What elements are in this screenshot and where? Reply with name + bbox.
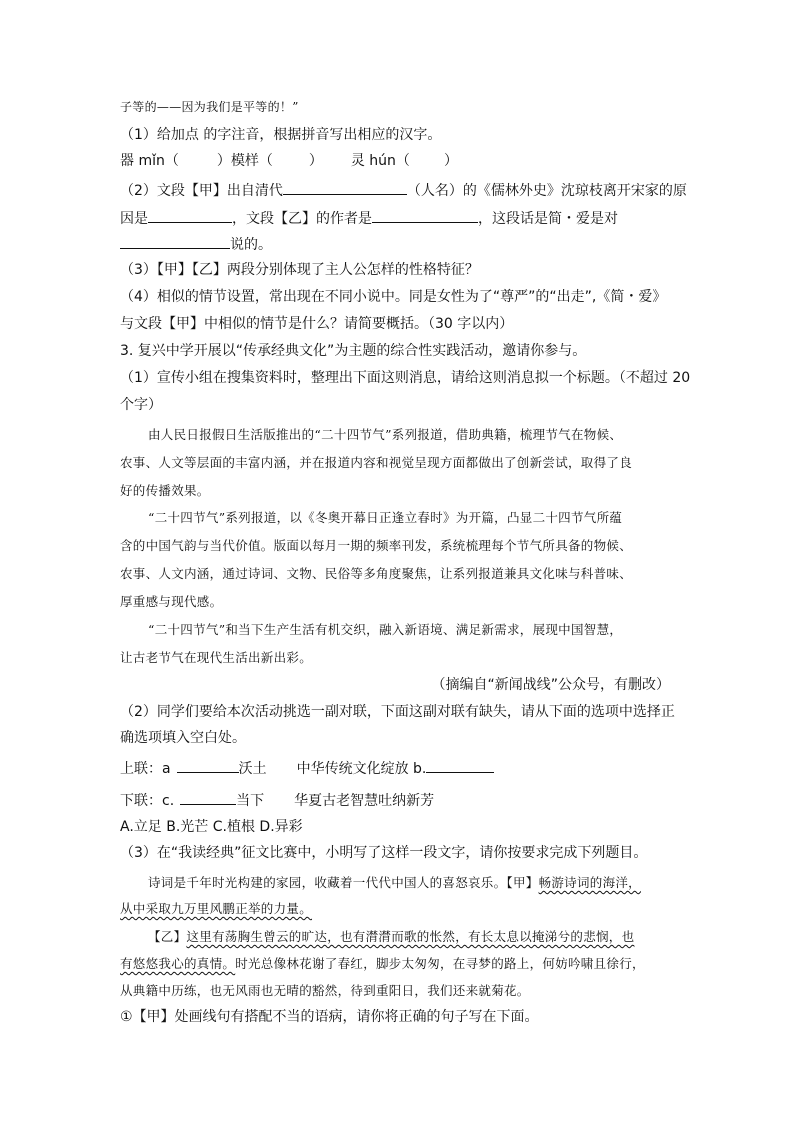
question-2-line1 bbox=[120, 180, 687, 200]
sub-question-1-line1: （1）宣传小组在搜集资料时，整理出下面这则消息，请给这则消息拟一个标题。（不超过 20 bbox=[120, 370, 691, 386]
essay-underlined-yi-2: 有悠悠我心的真情。 bbox=[120, 956, 236, 971]
question-2-text-c: 因是 bbox=[120, 211, 148, 227]
task-1: ①【甲】处画线句有搭配不当的语病，请你将正确的句子写在下面。 bbox=[120, 1009, 539, 1025]
essay-text-1: 诗词是千年时光构建的家园，收藏着一代代中国人的喜怒哀乐。【甲】 bbox=[148, 875, 539, 890]
pinyin-item-3-close: ） bbox=[443, 153, 458, 169]
sub-question-2-line2: 确选项填入空白处。 bbox=[120, 730, 246, 746]
couplet-lower-label: 下联：c. bbox=[120, 793, 175, 809]
question-2-text-f: 说的。 bbox=[230, 237, 272, 253]
couplet-options: A.立足 B.光芒 C.植根 D.异彩 bbox=[120, 819, 303, 835]
essay-line-4 bbox=[120, 955, 645, 973]
section-3-heading: 3. 复兴中学开展以“传承经典文化”为主题的综合性实践活动，邀请你参与。 bbox=[120, 343, 587, 359]
pinyin-item-2: ）模样（ bbox=[216, 153, 273, 169]
question-2-text-e: ，这段话是简・爱是对 bbox=[478, 211, 618, 227]
essay-text-2: 时光总像林花谢了春红，脚步太匆匆，在寻梦的路上，何妨吟啸且徐行， bbox=[235, 956, 645, 971]
news-paragraph-3-line1: “二十四节气”和当下生产生活有机交织，融入新语境、满足新需求，展现中国智慧， bbox=[148, 622, 623, 637]
news-paragraph-3-line2: 让古老节气在现代生活出新出彩。 bbox=[120, 650, 313, 665]
question-2-text-a: （2）文段【甲】出自清代 bbox=[120, 183, 283, 199]
news-paragraph-2-line3: 农事、人文内涵，通过诗词、文物、民俗等多角度聚焦，让系列报道兼具文化味与科普味、 bbox=[120, 566, 633, 581]
answer-blank-addressee[interactable] bbox=[120, 234, 230, 249]
couplet-upper-text-1: 沃土 bbox=[238, 761, 267, 777]
news-paragraph-2-line4: 厚重感与现代感。 bbox=[120, 594, 223, 609]
essay-yi-marker: 【乙】 bbox=[148, 929, 187, 944]
pinyin-line bbox=[120, 152, 458, 170]
couplet-lower-text-1: 当下 bbox=[236, 793, 265, 809]
couplet-lower-text-2: 华夏古老智慧吐纳新芳 bbox=[294, 793, 435, 809]
sub-question-1-line2: 个字） bbox=[120, 397, 162, 413]
essay-line-5: 从典籍中历练，也无风雨也无晴的豁然，待到重阳日，我们还来就菊花。 bbox=[120, 983, 530, 998]
essay-line-3 bbox=[148, 928, 634, 946]
question-2-text-b: （人名）的《儒林外史》沈琼枝离开宋家的原 bbox=[406, 183, 687, 199]
essay-underlined-jia-1: 畅游诗词的海洋， bbox=[538, 875, 641, 890]
question-4-line1: （4）相似的情节设置，常出现在不同小说中。同是女性为了“尊严”的“出走”,《简・爱》 bbox=[120, 289, 667, 305]
news-paragraph-1-line3: 好的传播效果。 bbox=[120, 483, 210, 498]
answer-blank-writer[interactable] bbox=[372, 208, 478, 223]
news-paragraph-1-line2: 农事、人文等层面的丰富内涵，并在报道内容和视觉呈现方面都做出了创新尝试，取得了良 bbox=[120, 455, 633, 470]
news-paragraph-2-line1: “二十四节气”系列报道，以《冬奥开幕日正逢立春时》为开篇，凸显二十四节气所蕴 bbox=[148, 510, 623, 525]
essay-underlined-yi-1: 这里有荡胸生曾云的旷达，也有潸潸而歌的怅然，有长太息以掩涕兮的悲悯，也 bbox=[186, 929, 635, 944]
answer-blank-c[interactable] bbox=[180, 790, 236, 805]
pinyin-item-2-close: ） bbox=[308, 153, 323, 169]
question-4-line2: 与文段【甲】中相似的情节是什么？请简要概括。（30 字以内） bbox=[120, 316, 514, 332]
question-2-line2 bbox=[120, 208, 618, 228]
answer-blank-reason[interactable] bbox=[148, 208, 232, 223]
essay-line-2 bbox=[120, 900, 312, 918]
question-1: （1）给加点 的字注音，根据拼音写出相应的汉字。 bbox=[120, 127, 442, 143]
pinyin-item-1: 器 mǐn（ bbox=[120, 153, 179, 169]
news-paragraph-1-line1: 由人民日报假日生活版推出的“二十四节气”系列报道，借助典籍，梳理节气在物候、 bbox=[148, 427, 623, 442]
question-2-line3 bbox=[120, 234, 272, 254]
couplet-lower-line bbox=[120, 790, 434, 810]
couplet-upper-text-2: 中华传统文化绽放 b. bbox=[296, 761, 427, 777]
question-2-text-d: ，文段【乙】的作者是 bbox=[232, 211, 372, 227]
sub-question-3: （3）在“我读经典”征文比赛中，小明写了这样一段文字，请你按要求完成下列题目。 bbox=[120, 845, 648, 861]
answer-blank-a[interactable] bbox=[177, 758, 239, 773]
passage-ending: 子等的——因为我们是平等的！” bbox=[120, 100, 299, 114]
essay-underlined-jia-2: 从中采取九万里风鹏正举的力量。 bbox=[120, 901, 313, 916]
pinyin-item-3: 灵 hún（ bbox=[350, 153, 410, 169]
essay-line-1 bbox=[148, 874, 641, 892]
couplet-upper-label: 上联：a bbox=[120, 761, 171, 777]
answer-blank-b[interactable] bbox=[426, 758, 494, 773]
news-paragraph-2-line2: 含的中国气韵与当代价值。版面以每月一期的频率刊发，系统梳理每个节气所具备的物候、 bbox=[120, 538, 633, 553]
question-3: （3）【甲】【乙】两段分别体现了主人公怎样的性格特征？ bbox=[120, 262, 479, 278]
sub-question-2-line1: （2）同学们要给本次活动挑选一副对联，下面这副对联有缺失，请从下面的选项中选择正 bbox=[120, 704, 675, 720]
source-note: （摘编自“新闻战线”公众号，有删改） bbox=[431, 677, 670, 693]
answer-blank-author[interactable] bbox=[283, 180, 407, 195]
couplet-upper-line bbox=[120, 758, 494, 778]
